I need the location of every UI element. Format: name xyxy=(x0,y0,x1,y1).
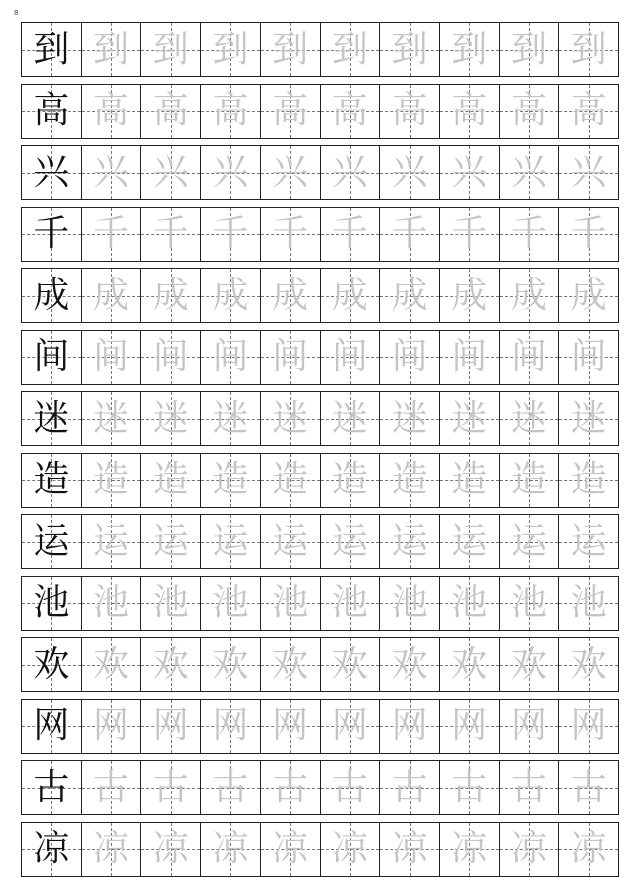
trace-character: 成 xyxy=(331,274,368,316)
trace-character: 成 xyxy=(212,274,249,316)
trace-cell[interactable] xyxy=(201,392,261,445)
trace-character: 凉 xyxy=(451,828,488,869)
trace-cell[interactable] xyxy=(141,269,201,322)
trace-character: 高 xyxy=(93,90,130,131)
trace-cell[interactable] xyxy=(201,515,261,568)
model-character: 运 xyxy=(33,520,70,562)
trace-cell[interactable] xyxy=(201,823,261,876)
trace-cell[interactable] xyxy=(500,392,560,445)
trace-character: 千 xyxy=(510,213,547,254)
trace-cell[interactable] xyxy=(261,700,321,753)
trace-character: 成 xyxy=(451,274,488,316)
trace-cell[interactable] xyxy=(141,515,201,568)
trace-cell[interactable] xyxy=(440,269,500,322)
model-character: 迷 xyxy=(33,397,70,439)
trace-cell[interactable] xyxy=(500,515,560,568)
trace-character: 造 xyxy=(451,459,488,500)
trace-character: 古 xyxy=(510,766,547,808)
trace-cell[interactable] xyxy=(201,577,261,630)
trace-character: 千 xyxy=(331,213,368,254)
trace-cell[interactable] xyxy=(321,85,381,138)
trace-character: 间 xyxy=(272,336,309,377)
trace-cell[interactable] xyxy=(201,331,261,384)
model-cell xyxy=(22,761,82,814)
trace-character: 迷 xyxy=(93,397,130,439)
trace-cell[interactable] xyxy=(380,577,440,630)
trace-character: 凉 xyxy=(93,828,130,869)
trace-cell[interactable] xyxy=(380,269,440,322)
model-cell xyxy=(22,269,82,322)
trace-cell[interactable] xyxy=(440,700,500,753)
trace-cell[interactable] xyxy=(82,85,142,138)
practice-row xyxy=(21,453,619,508)
trace-cell[interactable] xyxy=(261,577,321,630)
trace-character: 古 xyxy=(212,766,249,808)
model-character: 兴 xyxy=(33,151,70,193)
trace-character: 成 xyxy=(391,274,428,316)
trace-cell[interactable] xyxy=(82,454,142,507)
practice-row xyxy=(21,22,619,77)
trace-character: 迷 xyxy=(451,397,488,439)
trace-character: 运 xyxy=(510,520,547,562)
trace-character: 到 xyxy=(331,28,368,70)
trace-character: 欢 xyxy=(152,643,189,685)
trace-character: 运 xyxy=(152,520,189,562)
trace-character: 千 xyxy=(391,213,428,254)
trace-cell[interactable] xyxy=(321,23,381,76)
trace-cell[interactable] xyxy=(440,85,500,138)
trace-character: 成 xyxy=(93,274,130,316)
practice-row xyxy=(21,822,619,877)
trace-cell[interactable] xyxy=(321,577,381,630)
model-cell xyxy=(22,515,82,568)
trace-character: 运 xyxy=(212,520,249,562)
trace-character: 池 xyxy=(152,582,189,623)
trace-cell[interactable] xyxy=(82,823,142,876)
trace-cell[interactable] xyxy=(559,638,618,691)
trace-character: 古 xyxy=(93,766,130,808)
trace-cell[interactable] xyxy=(380,700,440,753)
trace-character: 兴 xyxy=(391,151,428,193)
trace-cell[interactable] xyxy=(380,638,440,691)
trace-cell[interactable] xyxy=(380,331,440,384)
trace-cell[interactable] xyxy=(82,146,142,199)
trace-cell[interactable] xyxy=(440,577,500,630)
trace-cell[interactable] xyxy=(380,85,440,138)
trace-cell[interactable] xyxy=(82,208,142,261)
trace-character: 池 xyxy=(212,582,249,623)
trace-character: 运 xyxy=(331,520,368,562)
trace-character: 网 xyxy=(570,705,607,746)
trace-cell[interactable] xyxy=(440,331,500,384)
trace-cell[interactable] xyxy=(201,454,261,507)
model-cell xyxy=(22,454,82,507)
model-cell xyxy=(22,577,82,630)
trace-cell[interactable] xyxy=(82,515,142,568)
trace-character: 成 xyxy=(272,274,309,316)
trace-character: 欢 xyxy=(451,643,488,685)
model-cell xyxy=(22,638,82,691)
trace-character: 千 xyxy=(212,213,249,254)
trace-character: 池 xyxy=(570,582,607,623)
trace-cell[interactable] xyxy=(559,269,618,322)
trace-character: 间 xyxy=(510,336,547,377)
trace-character: 池 xyxy=(391,582,428,623)
trace-cell[interactable] xyxy=(321,700,381,753)
trace-cell[interactable] xyxy=(201,23,261,76)
trace-character: 高 xyxy=(272,90,309,131)
trace-character: 古 xyxy=(272,766,309,808)
trace-character: 高 xyxy=(212,90,249,131)
trace-character: 千 xyxy=(272,213,309,254)
trace-cell[interactable] xyxy=(321,331,381,384)
trace-character: 兴 xyxy=(451,151,488,193)
trace-character: 兴 xyxy=(331,151,368,193)
trace-cell[interactable] xyxy=(321,208,381,261)
trace-cell[interactable] xyxy=(559,392,618,445)
trace-character: 凉 xyxy=(272,828,309,869)
trace-character: 到 xyxy=(391,28,428,70)
trace-character: 古 xyxy=(391,766,428,808)
trace-character: 千 xyxy=(152,213,189,254)
trace-character: 古 xyxy=(570,766,607,808)
trace-character: 凉 xyxy=(570,828,607,869)
trace-cell[interactable] xyxy=(201,700,261,753)
trace-character: 到 xyxy=(510,28,547,70)
trace-character: 造 xyxy=(391,459,428,500)
trace-character: 到 xyxy=(570,28,607,70)
trace-character: 网 xyxy=(331,705,368,746)
trace-cell[interactable] xyxy=(141,638,201,691)
trace-cell[interactable] xyxy=(500,269,560,322)
trace-cell[interactable] xyxy=(380,823,440,876)
trace-character: 迷 xyxy=(510,397,547,439)
trace-cell[interactable] xyxy=(440,208,500,261)
trace-cell[interactable] xyxy=(380,454,440,507)
trace-cell[interactable] xyxy=(440,761,500,814)
trace-cell[interactable] xyxy=(440,392,500,445)
trace-cell[interactable] xyxy=(141,208,201,261)
practice-row xyxy=(21,699,619,754)
trace-character: 高 xyxy=(451,90,488,131)
model-character: 池 xyxy=(33,582,70,623)
trace-character: 千 xyxy=(570,213,607,254)
practice-row xyxy=(21,207,619,262)
trace-cell[interactable] xyxy=(201,761,261,814)
trace-character: 造 xyxy=(510,459,547,500)
trace-character: 欢 xyxy=(93,643,130,685)
practice-row xyxy=(21,760,619,815)
trace-cell[interactable] xyxy=(559,700,618,753)
trace-cell[interactable] xyxy=(261,269,321,322)
practice-row xyxy=(21,145,619,200)
trace-character: 间 xyxy=(391,336,428,377)
trace-character: 欢 xyxy=(570,643,607,685)
trace-cell[interactable] xyxy=(500,454,560,507)
trace-cell[interactable] xyxy=(261,392,321,445)
trace-cell[interactable] xyxy=(500,761,560,814)
model-character: 造 xyxy=(33,459,70,500)
trace-cell[interactable] xyxy=(500,208,560,261)
trace-cell[interactable] xyxy=(500,700,560,753)
trace-cell[interactable] xyxy=(141,577,201,630)
model-cell xyxy=(22,146,82,199)
trace-character: 造 xyxy=(93,459,130,500)
trace-character: 造 xyxy=(272,459,309,500)
trace-cell[interactable] xyxy=(559,577,618,630)
trace-character: 迷 xyxy=(570,397,607,439)
trace-character: 运 xyxy=(570,520,607,562)
model-character: 古 xyxy=(33,766,70,808)
trace-cell[interactable] xyxy=(500,23,560,76)
trace-cell[interactable] xyxy=(141,761,201,814)
trace-character: 高 xyxy=(152,90,189,131)
trace-character: 欢 xyxy=(331,643,368,685)
trace-cell[interactable] xyxy=(380,392,440,445)
trace-character: 造 xyxy=(570,459,607,500)
trace-cell[interactable] xyxy=(440,454,500,507)
model-cell xyxy=(22,392,82,445)
trace-cell[interactable] xyxy=(82,331,142,384)
trace-cell[interactable] xyxy=(321,269,381,322)
trace-character: 到 xyxy=(93,28,130,70)
trace-cell[interactable] xyxy=(201,269,261,322)
trace-character: 古 xyxy=(451,766,488,808)
trace-character: 池 xyxy=(451,582,488,623)
trace-character: 千 xyxy=(451,213,488,254)
trace-cell[interactable] xyxy=(321,638,381,691)
model-cell xyxy=(22,23,82,76)
model-cell xyxy=(22,331,82,384)
trace-cell[interactable] xyxy=(500,638,560,691)
trace-cell[interactable] xyxy=(141,146,201,199)
trace-character: 高 xyxy=(331,90,368,131)
trace-character: 到 xyxy=(152,28,189,70)
practice-row xyxy=(21,576,619,631)
trace-character: 凉 xyxy=(331,828,368,869)
trace-cell[interactable] xyxy=(559,823,618,876)
trace-character: 欢 xyxy=(272,643,309,685)
trace-cell[interactable] xyxy=(559,515,618,568)
model-cell xyxy=(22,85,82,138)
trace-cell[interactable] xyxy=(559,85,618,138)
trace-cell[interactable] xyxy=(380,146,440,199)
trace-character: 凉 xyxy=(391,828,428,869)
model-cell xyxy=(22,823,82,876)
trace-cell[interactable] xyxy=(321,761,381,814)
trace-character: 兴 xyxy=(152,151,189,193)
trace-character: 池 xyxy=(272,582,309,623)
trace-character: 欢 xyxy=(510,643,547,685)
trace-cell[interactable] xyxy=(380,515,440,568)
trace-cell[interactable] xyxy=(82,392,142,445)
trace-character: 兴 xyxy=(570,151,607,193)
page-number: 8 xyxy=(14,9,19,17)
trace-cell[interactable] xyxy=(141,392,201,445)
trace-cell[interactable] xyxy=(440,146,500,199)
trace-character: 间 xyxy=(451,336,488,377)
trace-cell[interactable] xyxy=(500,146,560,199)
trace-character: 成 xyxy=(152,274,189,316)
trace-character: 到 xyxy=(212,28,249,70)
trace-cell[interactable] xyxy=(440,515,500,568)
practice-row xyxy=(21,84,619,139)
trace-character: 造 xyxy=(152,459,189,500)
trace-cell[interactable] xyxy=(559,331,618,384)
trace-character: 欢 xyxy=(391,643,428,685)
trace-cell[interactable] xyxy=(141,700,201,753)
model-character: 凉 xyxy=(33,828,70,869)
trace-cell[interactable] xyxy=(380,208,440,261)
trace-cell[interactable] xyxy=(82,577,142,630)
model-character: 欢 xyxy=(33,643,70,685)
trace-cell[interactable] xyxy=(82,269,142,322)
practice-row xyxy=(21,391,619,446)
trace-character: 高 xyxy=(570,90,607,131)
trace-character: 凉 xyxy=(510,828,547,869)
trace-character: 网 xyxy=(152,705,189,746)
trace-character: 兴 xyxy=(93,151,130,193)
trace-character: 高 xyxy=(391,90,428,131)
trace-cell[interactable] xyxy=(261,331,321,384)
trace-character: 古 xyxy=(331,766,368,808)
trace-cell[interactable] xyxy=(141,85,201,138)
trace-character: 间 xyxy=(93,336,130,377)
trace-character: 网 xyxy=(212,705,249,746)
trace-character: 运 xyxy=(272,520,309,562)
practice-row xyxy=(21,330,619,385)
trace-cell[interactable] xyxy=(141,23,201,76)
trace-cell[interactable] xyxy=(261,23,321,76)
trace-cell[interactable] xyxy=(201,638,261,691)
model-character: 成 xyxy=(33,274,70,316)
trace-character: 成 xyxy=(570,274,607,316)
trace-character: 成 xyxy=(510,274,547,316)
trace-cell[interactable] xyxy=(559,208,618,261)
trace-character: 凉 xyxy=(212,828,249,869)
trace-cell[interactable] xyxy=(321,454,381,507)
trace-cell[interactable] xyxy=(141,454,201,507)
trace-character: 池 xyxy=(93,582,130,623)
trace-character: 网 xyxy=(451,705,488,746)
trace-character: 迷 xyxy=(152,397,189,439)
trace-cell[interactable] xyxy=(82,700,142,753)
model-character: 到 xyxy=(33,28,70,70)
trace-cell[interactable] xyxy=(559,761,618,814)
trace-cell[interactable] xyxy=(82,638,142,691)
trace-character: 高 xyxy=(510,90,547,131)
trace-character: 网 xyxy=(272,705,309,746)
trace-cell[interactable] xyxy=(261,85,321,138)
trace-character: 兴 xyxy=(510,151,547,193)
trace-cell[interactable] xyxy=(141,331,201,384)
trace-cell[interactable] xyxy=(261,761,321,814)
trace-cell[interactable] xyxy=(261,515,321,568)
trace-cell[interactable] xyxy=(82,761,142,814)
trace-character: 间 xyxy=(570,336,607,377)
trace-cell[interactable] xyxy=(321,515,381,568)
trace-cell[interactable] xyxy=(321,823,381,876)
model-character: 千 xyxy=(33,213,70,254)
trace-cell[interactable] xyxy=(380,23,440,76)
trace-character: 到 xyxy=(451,28,488,70)
trace-character: 间 xyxy=(152,336,189,377)
trace-cell[interactable] xyxy=(82,23,142,76)
trace-character: 网 xyxy=(510,705,547,746)
trace-character: 运 xyxy=(391,520,428,562)
trace-cell[interactable] xyxy=(440,23,500,76)
trace-character: 池 xyxy=(510,582,547,623)
model-character: 网 xyxy=(33,705,70,746)
trace-character: 兴 xyxy=(212,151,249,193)
trace-cell[interactable] xyxy=(500,331,560,384)
trace-character: 欢 xyxy=(212,643,249,685)
trace-cell[interactable] xyxy=(559,454,618,507)
trace-character: 造 xyxy=(331,459,368,500)
trace-cell[interactable] xyxy=(321,146,381,199)
trace-character: 千 xyxy=(93,213,130,254)
trace-character: 运 xyxy=(451,520,488,562)
trace-character: 古 xyxy=(152,766,189,808)
trace-character: 迷 xyxy=(272,397,309,439)
trace-character: 造 xyxy=(212,459,249,500)
trace-cell[interactable] xyxy=(500,823,560,876)
trace-character: 间 xyxy=(212,336,249,377)
trace-cell[interactable] xyxy=(380,761,440,814)
trace-character: 迷 xyxy=(212,397,249,439)
trace-cell[interactable] xyxy=(261,823,321,876)
trace-character: 凉 xyxy=(152,828,189,869)
trace-character: 迷 xyxy=(331,397,368,439)
trace-character: 到 xyxy=(272,28,309,70)
trace-cell[interactable] xyxy=(500,85,560,138)
practice-row xyxy=(21,514,619,569)
model-cell xyxy=(22,208,82,261)
model-cell xyxy=(22,700,82,753)
model-character: 高 xyxy=(33,90,70,131)
trace-cell[interactable] xyxy=(559,23,618,76)
trace-cell[interactable] xyxy=(500,577,560,630)
trace-cell[interactable] xyxy=(440,638,500,691)
trace-cell[interactable] xyxy=(201,85,261,138)
trace-character: 网 xyxy=(391,705,428,746)
trace-cell[interactable] xyxy=(201,208,261,261)
trace-character: 运 xyxy=(93,520,130,562)
trace-cell[interactable] xyxy=(261,454,321,507)
trace-character: 迷 xyxy=(391,397,428,439)
trace-cell[interactable] xyxy=(141,823,201,876)
model-character: 间 xyxy=(33,336,70,377)
practice-row xyxy=(21,637,619,692)
trace-character: 网 xyxy=(93,705,130,746)
practice-row xyxy=(21,268,619,323)
trace-cell[interactable] xyxy=(440,823,500,876)
trace-cell[interactable] xyxy=(261,146,321,199)
trace-character: 池 xyxy=(331,582,368,623)
trace-cell[interactable] xyxy=(559,146,618,199)
trace-cell[interactable] xyxy=(321,392,381,445)
trace-character: 间 xyxy=(331,336,368,377)
trace-cell[interactable] xyxy=(261,208,321,261)
trace-character: 兴 xyxy=(272,151,309,193)
trace-cell[interactable] xyxy=(261,638,321,691)
trace-cell[interactable] xyxy=(201,146,261,199)
